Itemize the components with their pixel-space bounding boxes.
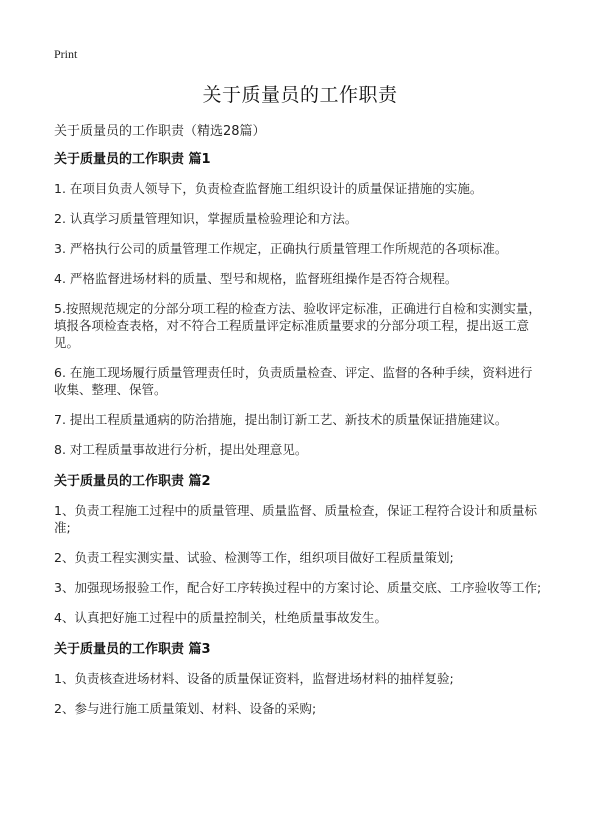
paragraph: 2. 认真学习质量管理知识，掌握质量检验理论和方法。 bbox=[54, 211, 358, 226]
paragraph: 6. 在施工现场履行质量管理责任时，负责质量检查、评定、监督的各种手续，资料进行收集、整理、保管。 bbox=[54, 365, 533, 397]
section-3 bbox=[54, 639, 554, 717]
document-content bbox=[54, 149, 554, 730]
section-heading: 关于质量员的工作职责 篇2 bbox=[54, 474, 211, 489]
section-1 bbox=[54, 149, 554, 458]
paragraph: 1、负责工程施工过程中的质量管理、质量监督、质量检查，保证工程符合设计和质量标准; bbox=[54, 503, 537, 535]
paragraph: 3、加强现场报验工作，配合好工序转换过程中的方案讨论、质量交底、工序验收等工作; bbox=[54, 580, 542, 595]
print-label: Print bbox=[54, 47, 78, 61]
paragraph: 5.按照规范规定的分部分项工程的检查方法、验收评定标准，正确进行自检和实测实量，填报各项检查表格，对不符合工程质量评定标准质量要求的分部分项工程，提出返工意见。 bbox=[54, 301, 541, 350]
paragraph: 3. 严格执行公司的质量管理工作规定，正确执行质量管理工作所规范的各项标准。 bbox=[54, 241, 508, 256]
paragraph: 1. 在项目负责人领导下，负责检查监督施工组织设计的质量保证措施的实施。 bbox=[54, 181, 483, 196]
paragraph: 4、认真把好施工过程中的质量控制关，杜绝质量事故发生。 bbox=[54, 610, 387, 625]
paragraph: 2、负责工程实测实量、试验、检测等工作，组织项目做好工程质量策划; bbox=[54, 550, 454, 565]
paragraph: 7. 提出工程质量通病的防治措施，提出制订新工艺、新技术的质量保证措施建议。 bbox=[54, 412, 508, 427]
document-subtitle: 关于质量员的工作职责（精选28篇） bbox=[54, 124, 266, 139]
section-2 bbox=[54, 471, 554, 626]
paragraph: 1、负责核查进场材料、设备的质量保证资料，监督进场材料的抽样复验; bbox=[54, 671, 454, 686]
paragraph: 8. 对工程质量事故进行分析，提出处理意见。 bbox=[54, 442, 308, 457]
section-heading: 关于质量员的工作职责 篇3 bbox=[54, 642, 211, 657]
paragraph: 2、参与进行施工质量策划、材料、设备的采购; bbox=[54, 701, 317, 716]
paragraph: 4. 严格监督进场材料的质量、型号和规格，监督班组操作是否符合规程。 bbox=[54, 271, 458, 286]
document-title: 关于质量员的工作职责 bbox=[202, 84, 398, 106]
section-heading: 关于质量员的工作职责 篇1 bbox=[54, 152, 211, 167]
